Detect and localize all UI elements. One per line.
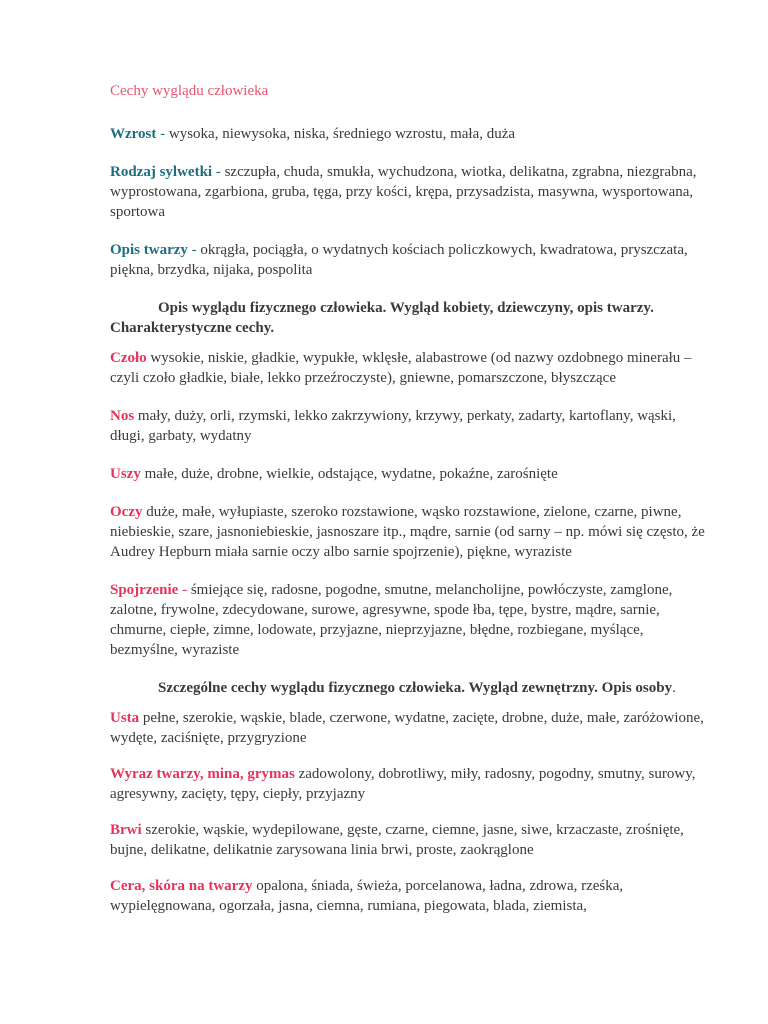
term-dash: - — [178, 582, 191, 598]
term-description: duże, małe, wyłupiaste, szeroko rozstawione, wąsko rozstawione, zielone, czarne, piwne, niebieskie, szare, jasnoniebieskie, jasnoszare itp., mądre, sarnie (od sarny – np. mówi się często, że Audrey Hepburn miała sarnie oczy albo sarnie spojrzenie), piękne, wyraziste — [110, 504, 705, 560]
intro-height — [110, 124, 710, 144]
term-label: Rodzaj sylwetki — [110, 164, 213, 180]
term-description: wysokie, niskie, gładkie, wypukłe, wklęsłe, alabastrowe (od nazwy ozdobnego minerału – czyli czoło gładkie, białe, lekko przeźroczyste), gniewne, pomarszczone, błyszczące — [110, 350, 692, 386]
feature-nose — [110, 406, 710, 446]
term-label: Wzrost — [110, 126, 157, 142]
section-heading-2-trail: . — [672, 680, 676, 696]
term-description: opalona, śniada, świeża, porcelanowa, ładna, zdrowa, rześka, wypielęgnowana, ogorzała, jasna, ciemna, rumiana, piegowata, blada, ziemista, — [110, 878, 624, 914]
term-label: Oczy — [110, 504, 143, 520]
feature-expression — [110, 764, 710, 804]
term-label: Usta — [110, 710, 140, 726]
term-description: małe, duże, drobne, wielkie, odstające, wydatne, pokaźne, zarośnięte — [140, 466, 558, 482]
term-description: szerokie, wąskie, wydepilowane, gęste, czarne, ciemne, jasne, siwe, krzaczaste, zrośnięte, bujne, delikatne, delikatnie zarysowana linia brwi, proste, zaokrąglone — [110, 822, 684, 858]
feature-complexion — [110, 876, 710, 916]
feature-gaze — [110, 580, 710, 660]
term-dash: - — [187, 242, 201, 258]
term-label: Cera, skóra na twarzy — [110, 878, 253, 894]
section-heading-2-text: Szczególne cechy wyglądu fizycznego człowieka. Wygląd zewnętrzny. Opis osoby — [158, 680, 673, 696]
term-dash: - — [156, 126, 169, 142]
term-description: śmiejące się, radosne, pogodne, smutne, melancholijne, powłóczyste, zamglone, zalotne, frywolne, zdecydowane, surowe, agresywne, spode łba, tępe, bystre, mądre, sarnie, chmurne, ciepłe, zimne, lodowate, przyjazne, nieprzyjazne, błędne, rozbiegane, myślące, bezmyślne, wyraziste — [110, 582, 673, 658]
feature-ears — [110, 464, 710, 484]
feature-eyes — [110, 502, 710, 562]
term-dash: - — [212, 164, 225, 180]
term-label: Czoło — [110, 350, 147, 366]
feature-lips — [110, 708, 710, 748]
term-description: mały, duży, orli, rzymski, lekko zakrzywiony, krzywy, perkaty, zadarty, kartoflany, wąski, długi, garbaty, wydatny — [110, 408, 676, 444]
term-description: szczupła, chuda, smukła, wychudzona, wiotka, delikatna, zgrabna, niezgrabna, wyprostowana, zgarbiona, gruba, tęga, przy kości, krępa, przysadzista, masywna, wysportowana, sportowa — [110, 164, 697, 220]
document-page — [110, 80, 710, 932]
term-label: Opis twarzy — [110, 242, 188, 258]
term-label: Brwi — [110, 822, 142, 838]
document-title: Cechy wyglądu człowieka — [110, 83, 269, 99]
section-heading-1: Opis wyglądu fizycznego człowieka. Wygląd kobiety, dziewczyny, opis twarzy. Charakterystyczne cechy. — [110, 300, 654, 336]
term-label: Spojrzenie — [110, 582, 179, 598]
feature-eyebrows — [110, 820, 710, 860]
term-label: Uszy — [110, 466, 141, 482]
term-description: wysoka, niewysoka, niska, średniego wzrostu, mała, duża — [168, 126, 516, 142]
term-description: okrągła, pociągła, o wydatnych kościach policzkowych, kwadratowa, pryszczata, piękna, brzydka, nijaka, pospolita — [110, 242, 688, 278]
intro-face — [110, 240, 710, 280]
term-label: Nos — [110, 408, 135, 424]
term-label: Wyraz twarzy, mina, grymas — [110, 766, 295, 782]
term-description: zadowolony, dobrotliwy, miły, radosny, pogodny, smutny, surowy, agresywny, zacięty, tępy, ciepły, przyjazny — [110, 766, 696, 802]
feature-forehead — [110, 348, 710, 388]
section-heading-2 — [110, 678, 710, 698]
term-description: pełne, szerokie, wąskie, blade, czerwone, wydatne, zacięte, drobne, duże, małe, zaróżowione, wydęte, zaciśnięte, przygryzione — [110, 710, 704, 746]
intro-silhouette — [110, 162, 710, 222]
